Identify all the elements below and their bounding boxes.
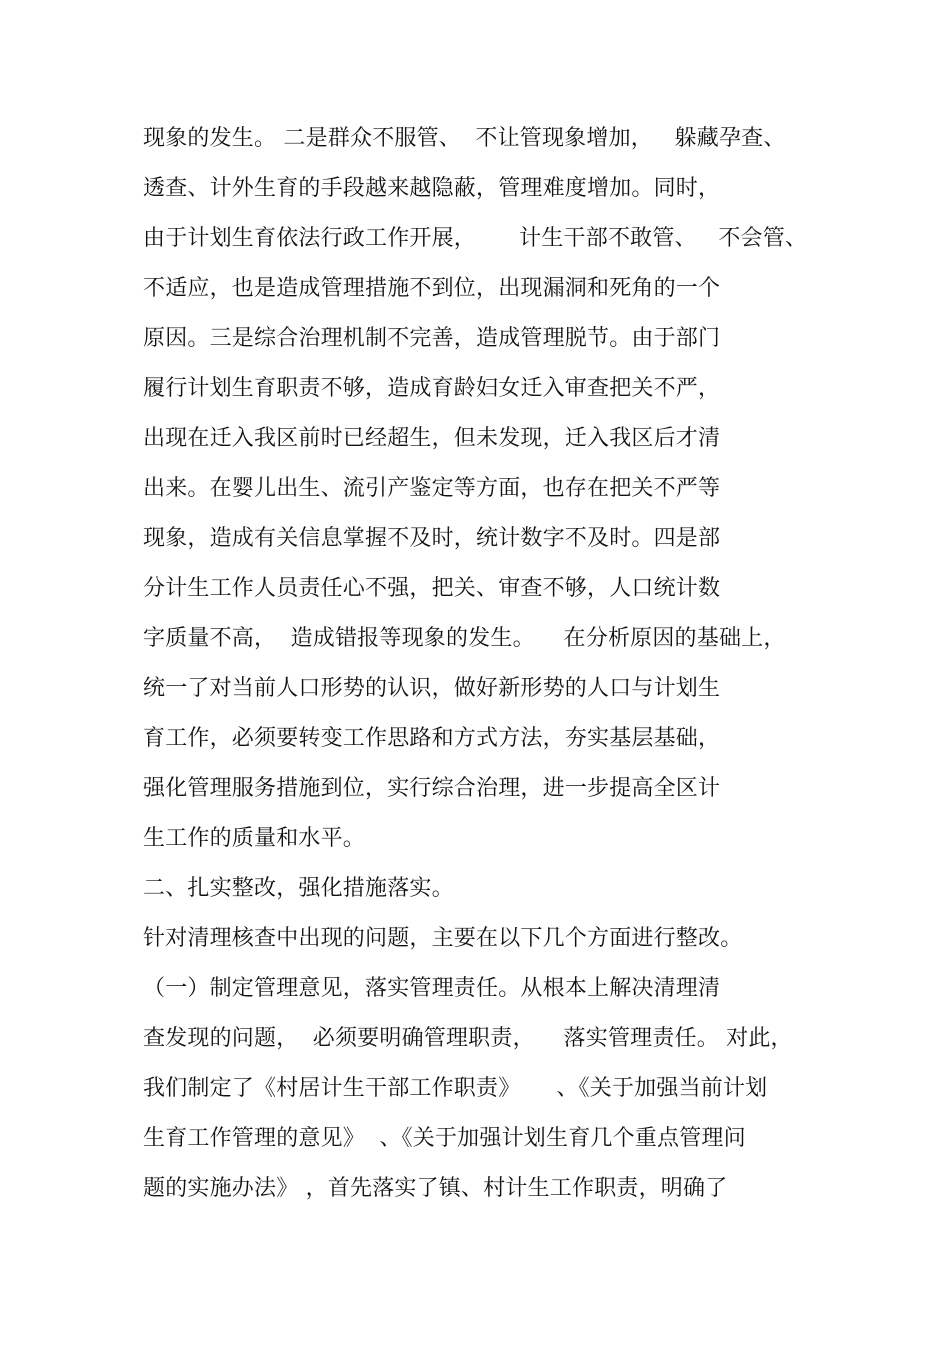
text-line: 出现在迁入我区前时已经超生，但未发现，迁入我区后才清 <box>143 426 721 451</box>
text-line: 强化管理服务措施到位，实行综合治理，进一步提高全区计 <box>143 776 721 801</box>
subsection-heading: （一）制定管理意见，落实管理责任。从根本上解决清理清 <box>143 976 721 1001</box>
text-line: 我们制定了《村居计生干部工作职责》 、《关于加强当前计划 <box>143 1076 768 1101</box>
text-line: 生育工作管理的意见》 、《关于加强计划生育几个重点管理问 <box>143 1126 746 1151</box>
text-line: 题的实施办法》 ，首先落实了镇、村计生工作职责，明确了 <box>143 1176 728 1201</box>
text-line: 原因。三是综合治理机制不完善，造成管理脱节。由于部门 <box>143 326 721 351</box>
document-body <box>143 119 823 1219</box>
text-line: 现象，造成有关信息掌握不及时，统计数字不及时。四是部 <box>143 526 721 551</box>
text-line: 分计生工作人员责任心不强，把关、审查不够，人口统计数 <box>143 576 721 601</box>
text-line: 不适应，也是造成管理措施不到位，出现漏洞和死角的一个 <box>143 276 721 301</box>
text-line: 查发现的问题， 必须要明确管理职责， 落实管理责任。 对此， <box>143 1026 793 1051</box>
section-heading: 二、扎实整改，强化措施落实。 <box>143 876 454 901</box>
text-line: 透查、计外生育的手段越来越隐蔽，管理难度增加。同时， <box>143 176 721 201</box>
text-line: 由于计划生育依法行政工作开展， 计生干部不敢管、 不会管、 <box>143 226 808 251</box>
text-line: 现象的发生。 二是群众不服管、 不让管现象增加， 躲藏孕查、 <box>143 126 786 151</box>
text-line: 履行计划生育职责不够，造成育龄妇女迁入审查把关不严， <box>143 376 721 401</box>
text-line: 针对清理核查中出现的问题，主要在以下几个方面进行整改。 <box>143 926 743 951</box>
text-line: 统一了对当前人口形势的认识，做好新形势的人口与计划生 <box>143 676 721 701</box>
text-line: 生工作的质量和水平。 <box>143 826 366 851</box>
text-line: 育工作，必须要转变工作思路和方式方法，夯实基层基础， <box>143 726 721 751</box>
text-line: 字质量不高， 造成错报等现象的发生。 在分析原因的基础上， <box>143 626 786 651</box>
text-line: 出来。在婴儿出生、流引产鉴定等方面，也存在把关不严等 <box>143 476 721 501</box>
